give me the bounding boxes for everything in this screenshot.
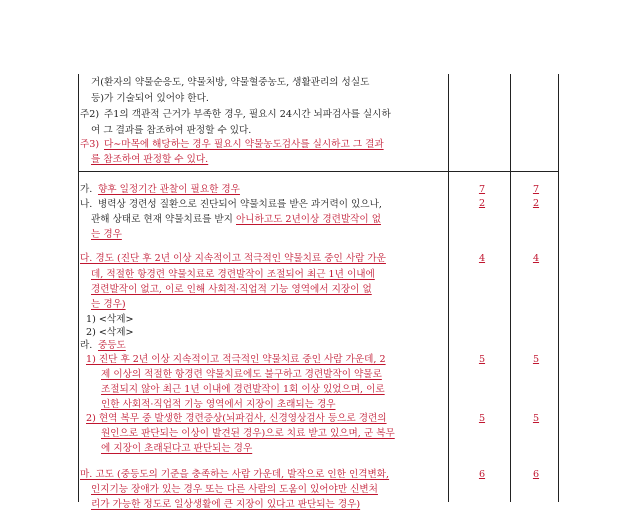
note1-continuation-line1: 거(환자의 약물순응도, 약물처방, 약물혈중농도, 생활관리의 성실도 (91, 77, 370, 88)
item-ra2-grade-1: 5 (478, 413, 486, 424)
column-divider-1 (448, 74, 449, 502)
item-ra2-grade-2: 5 (532, 413, 540, 424)
note3-line2: 를 참조하여 판정할 수 있다. (91, 154, 209, 165)
item-ra-label: 라. (80, 340, 93, 351)
item-ra2-line1: 2) 현역 복무 중 발생한 경련증상(뇌파검사, 신경영상검사 등으로 경련의 (86, 413, 387, 424)
note3-label: 주3) (80, 139, 100, 150)
item-ra1-line4: 인한 사회적·직업적 기능 영역에서 지장이 초래되는 경우 (101, 399, 336, 410)
item-da-line1: 다. 경도 (진단 후 2년 이상 지속적이고 적극적인 약물치료 중인 사람 가운 (80, 253, 386, 264)
item-ra1-grade-2: 5 (532, 354, 540, 365)
item-ga-grade-2: 7 (532, 184, 540, 195)
item-ga-grade-1: 7 (478, 184, 486, 195)
row-divider (78, 171, 559, 172)
item-ma-line1: 마. 고도 (중등도의 기준을 충족하는 사람 가운데, 발작으로 인한 인격변화, (80, 469, 390, 480)
item-ma-line2: 인지기능 장애가 있는 경우 또는 다른 사람의 도움이 있어야만 신변처 (91, 484, 378, 495)
item-ra2-line3: 에 지장이 초래된다고 판단되는 경우 (101, 443, 253, 454)
item-na-grade-1: 2 (478, 198, 486, 209)
item-ra1-line2: 제 이상의 적절한 항경련 약물치료에도 불구하고 경련발작이 약물로 (101, 369, 382, 380)
item-da-line3: 경련발작이 없고, 이로 인해 사회적·직업적 기능 영역에서 지장이 없 (91, 284, 372, 295)
left-border (78, 74, 79, 502)
note2-line1: 주1의 객관적 근거가 부족한 경우, 필요시 24시간 뇌파검사를 실시하 (104, 109, 391, 120)
note3-line1: 다∼마목에 해당하는 경우 필요시 약물농도검사를 실시하고 그 결과 (104, 139, 384, 150)
deleted-item-2: 2) <삭제> (86, 327, 134, 338)
item-ga-text: 향후 일정기간 관찰이 필요한 경우 (98, 184, 240, 195)
item-da-line4: 는 경우) (91, 299, 126, 310)
item-ra-text: 중등도 (98, 340, 126, 351)
item-da-line2: 데, 적절한 항경련 약물치료로 경련발작이 조절되어 최근 1년 이내에 (91, 269, 375, 280)
item-na-grade-2: 2 (532, 198, 540, 209)
right-border (558, 74, 559, 502)
item-ra2-line2: 원인으로 판단되는 이상이 발견된 경우)으로 치료 받고 있으며, 군 복무 (101, 428, 395, 439)
item-ra1-line3: 조절되지 않아 최근 1년 이내에 경련발작이 1회 이상 있었으며, 이로 (101, 384, 385, 395)
note2-line2: 여 그 결과를 참조하여 판정할 수 있다. (91, 125, 252, 136)
note1-continuation-line2: 등)가 기술되어 있어야 한다. (91, 93, 209, 104)
item-ma-grade-2: 6 (532, 469, 540, 480)
item-na-label: 나. (80, 199, 93, 210)
item-da-grade-2: 4 (532, 253, 540, 264)
item-na-line3: 는 경우 (91, 229, 122, 240)
item-ra1-line1: 1) 진단 후 2년 이상 지속적이고 적극적인 약물치료 중인 사람 가운데, 2 (86, 354, 386, 365)
note2-label: 주2) (80, 109, 100, 120)
item-ra1-grade-1: 5 (478, 354, 486, 365)
column-divider-2 (510, 74, 511, 502)
item-na-line1: 병력상 경련성 질환으로 진단되어 약물치료를 받은 과거력이 있으나, (98, 199, 382, 210)
deleted-item-1: 1) <삭제> (86, 314, 134, 325)
item-da-grade-1: 4 (478, 253, 486, 264)
item-ga-label: 가. (80, 184, 93, 195)
item-na-line2: 관해 상태로 현재 약물치료를 받지 아니하고도 2년이상 경련발작이 없 (91, 214, 381, 225)
item-ma-grade-1: 6 (478, 469, 486, 480)
item-ma-line3: 리가 가능한 정도로 일상생활에 큰 지장이 있다고 판단되는 경우) (91, 499, 361, 510)
